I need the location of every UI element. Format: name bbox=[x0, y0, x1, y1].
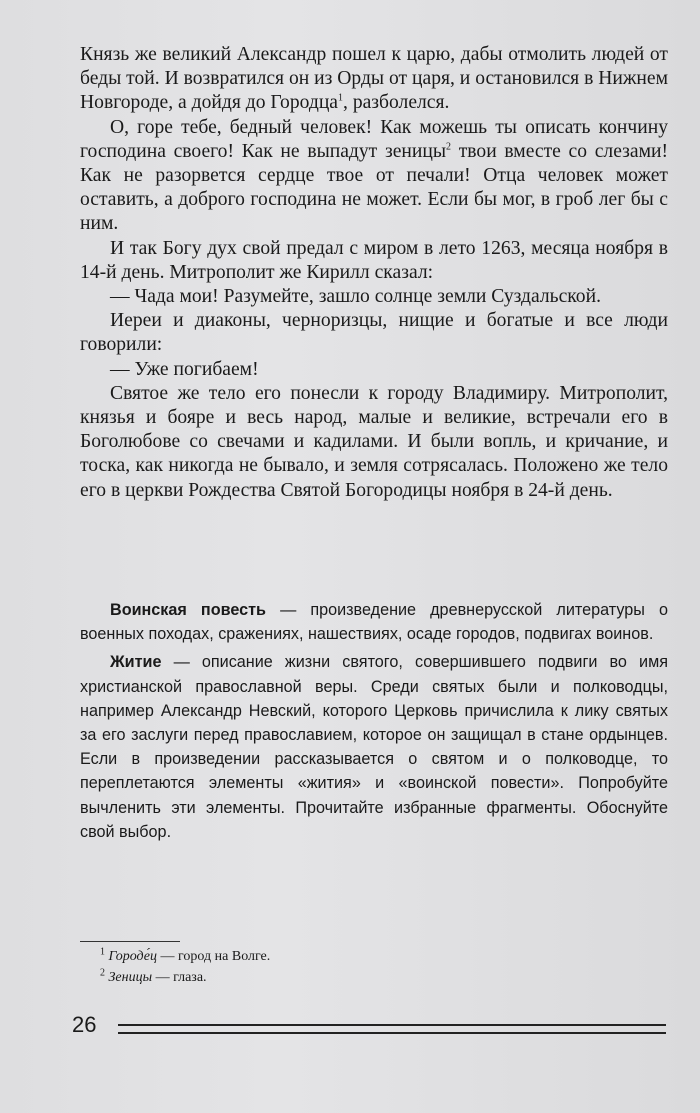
footnote: $^2$ Зеницы — глаза. bbox=[100, 967, 207, 985]
definitions-box bbox=[80, 598, 668, 844]
definition: Воинская повесть — произведение древнерусской литературы о военных походах, сражениях, нашествиях, осаде городов, подвигах воинов. bbox=[80, 601, 668, 644]
page-number: 26 bbox=[72, 1012, 97, 1037]
page-footer-rule bbox=[118, 1024, 666, 1034]
dialogue-line: — Уже погибаем! bbox=[110, 358, 259, 380]
footnote-ref: 2 bbox=[446, 141, 452, 153]
footnotes bbox=[100, 946, 580, 988]
paragraph: Иереи и диаконы, черноризцы, нищие и богатые и все люди говорили: bbox=[80, 310, 668, 356]
story-text bbox=[80, 43, 668, 503]
paragraph: Святое же тело его понесли к городу Владимиру. Митрополит, князья и бояре и весь народ, малые и великие, встречали его в Боголюбове со свечами и кадилами. И были вопль, и кричание, и тоска, как никогда не бывало, и земля сотрясалась. Положено же тело его в церкви Рождества Святой Богородицы ноября в 24-й день. bbox=[80, 382, 668, 501]
footnote-separator bbox=[80, 941, 180, 942]
definition-term: Воинская повесть bbox=[110, 601, 266, 619]
footnote: $^1$ Городе́ц — город на Волге. bbox=[100, 946, 271, 964]
paragraph: И так Богу дух свой предал с миром в лето 1263, месяца ноября в 14-й день. Митрополит же Кирилл сказал: bbox=[80, 237, 668, 283]
definition-term: Житие bbox=[110, 653, 162, 672]
footnote-ref: 1 bbox=[338, 92, 344, 104]
definition: Житие — описание жизни святого, совершившего подвиги во имя христианской православной веры. Среди святых были и полководцы, например Александр Невский, которого Церковь причислила к лику святых за его заслуги перед православием, которое он защищал в стане ордынцев. Если в произведении рассказывается о святом и о полководце, то переплетаются элементы «жития» и «воинской повести». Попробуйте вычленить эти элементы. Прочитайте избранные фрагменты. Обоснуйте свой выбор. bbox=[80, 653, 668, 841]
dialogue-line: — Чада мои! Разумейте, зашло солнце земли Суздальской. bbox=[110, 286, 601, 308]
paragraph: Князь же великий Александр пошел к царю, дабы отмолить людей от беды той. И возвратился он из Орды от царя, и остановился в Нижнем Новгороде, а дойдя до Городца$^1$, разболелся. bbox=[80, 44, 668, 114]
paragraph: О, горе тебе, бедный человек! Как можешь ты описать кончину господина своего! Как не выпадут зеницы$^2$ твои вместе со слезами! Как не разорвется сердце твое от печали! Отца человек может оставить, а доброго господина не может. Если бы мог, в гроб лег бы с ним. bbox=[80, 116, 668, 235]
